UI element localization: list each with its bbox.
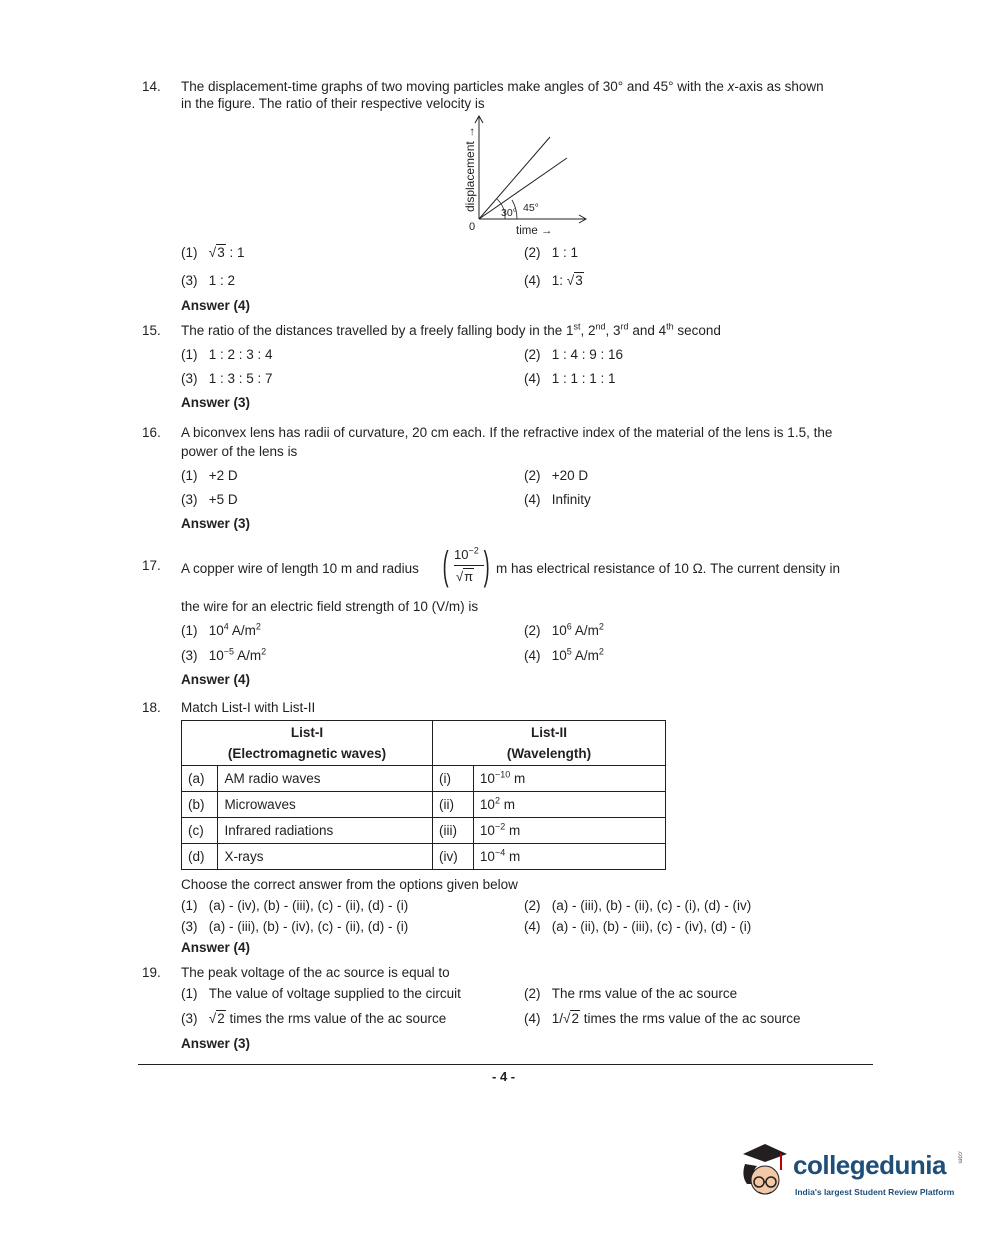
question-text: A biconvex lens has radii of curvature, 20 cm each. If the refractive index of the material of the lens is 1.5, the: [181, 425, 833, 440]
question-text: Match List-I with List-II: [181, 700, 316, 715]
question-number: 14.: [142, 79, 161, 94]
option: (2) +20 D: [524, 468, 589, 483]
list1-header: List-I (Electromagnetic waves): [182, 721, 433, 766]
table-row: (b) Microwaves (ii) $10^2$ m: [182, 792, 666, 818]
brand-tld: .com: [956, 1150, 963, 1164]
option: (4) Infinity: [524, 492, 591, 507]
question-number: 17.: [142, 558, 161, 573]
option: (2) 1 : 4 : 9 : 16: [524, 347, 624, 362]
page-divider: [138, 1064, 873, 1065]
mascot-icon: [735, 1140, 793, 1206]
question-text: power of the lens is: [181, 444, 298, 459]
option: (2) The rms value of the ac source: [524, 986, 738, 1001]
angle-30-label: 30°: [501, 207, 517, 219]
brand-tagline: India's largest Student Review Platform: [795, 1187, 955, 1197]
table-row: (d) X-rays (iv) $10^{-4}$ m: [182, 844, 666, 870]
page-number: - 4 -: [492, 1069, 516, 1084]
option: (4) $10^5$ $A/m^2$: [524, 646, 604, 663]
option: (4) 1: √3: [524, 273, 583, 288]
option: (3) (a) - (iii), (b) - (iv), (c) - (ii), (d) - (i): [181, 919, 409, 934]
match-table: [181, 720, 666, 870]
question-text: The peak voltage of the ac source is equal to: [181, 965, 450, 980]
answer: Answer (4): [181, 672, 251, 687]
radius-fraction: ( $10^{-2}$ √π ): [442, 544, 490, 588]
answer: Answer (3): [181, 395, 251, 410]
question-text: The displacement-time graphs of two moving particles make angles of 30° and 45° with the x-axis as shown: [181, 79, 824, 94]
question-text: The ratio of the distances travelled by a freely falling body in the 1st, 2nd, 3rd and 4th second: [181, 321, 721, 338]
option: (3) $10^{-5}$ $A/m^2$: [181, 646, 267, 663]
answer: Answer (4): [181, 298, 251, 313]
option: (1) √3 : 1: [181, 245, 245, 260]
question-text: the wire for an electric field strength of 10 (V/m) is: [181, 599, 479, 614]
question-number: 16.: [142, 425, 161, 440]
table-row: (a) AM radio waves (i) $10^{-10}$ m: [182, 766, 666, 792]
question-number: 19.: [142, 965, 161, 980]
answer: Answer (3): [181, 1036, 251, 1051]
angle-45-label: 45°: [523, 202, 539, 214]
displacement-time-graph: [455, 113, 595, 238]
option: (3) √2 times the rms value of the ac source: [181, 1011, 447, 1026]
question-text: in the figure. The ratio of their respective velocity is: [181, 96, 485, 111]
option: (3) 1 : 3 : 5 : 7: [181, 371, 273, 386]
option: (1) +2 D: [181, 468, 238, 483]
question-text: m has electrical resistance of 10 Ω. The current density in: [496, 561, 840, 576]
option: (2) $10^6$ $A/m^2$: [524, 621, 604, 638]
list2-header: List-II (Wavelength): [433, 721, 666, 766]
origin-label: 0: [469, 221, 476, 233]
answer: Answer (3): [181, 516, 251, 531]
option: (1) The value of voltage supplied to the circuit: [181, 986, 461, 1001]
option: (1) (a) - (iv), (b) - (iii), (c) - (ii), (d) - (i): [181, 898, 409, 913]
brand-name: collegedunia: [793, 1150, 946, 1180]
question-text: A copper wire of length 10 m and radius: [181, 561, 419, 576]
question-number: 15.: [142, 323, 161, 338]
question-number: 18.: [142, 700, 161, 715]
option: (3) +5 D: [181, 492, 238, 507]
collegedunia-logo: [735, 1140, 965, 1210]
option: (2) 1 : 1: [524, 245, 579, 260]
option: (4) 1 : 1 : 1 : 1: [524, 371, 616, 386]
option: (4) 1/√2 times the rms value of the ac source: [524, 1011, 801, 1026]
answer: Answer (4): [181, 940, 251, 955]
option: (1) $10^4$ $A/m^2$: [181, 621, 261, 638]
x-axis-label: time →: [516, 225, 553, 237]
question-text: Choose the correct answer from the options given below: [181, 877, 518, 892]
table-row: (c) Infrared radiations (iii) $10^{-2}$ m: [182, 818, 666, 844]
y-axis-label: displacement →: [463, 125, 477, 212]
option: (2) (a) - (iii), (b) - (ii), (c) - (i), (d) - (iv): [524, 898, 752, 913]
option: (4) (a) - (ii), (b) - (iii), (c) - (iv), (d) - (i): [524, 919, 752, 934]
option: (3) 1 : 2: [181, 273, 236, 288]
option: (1) 1 : 2 : 3 : 4: [181, 347, 273, 362]
